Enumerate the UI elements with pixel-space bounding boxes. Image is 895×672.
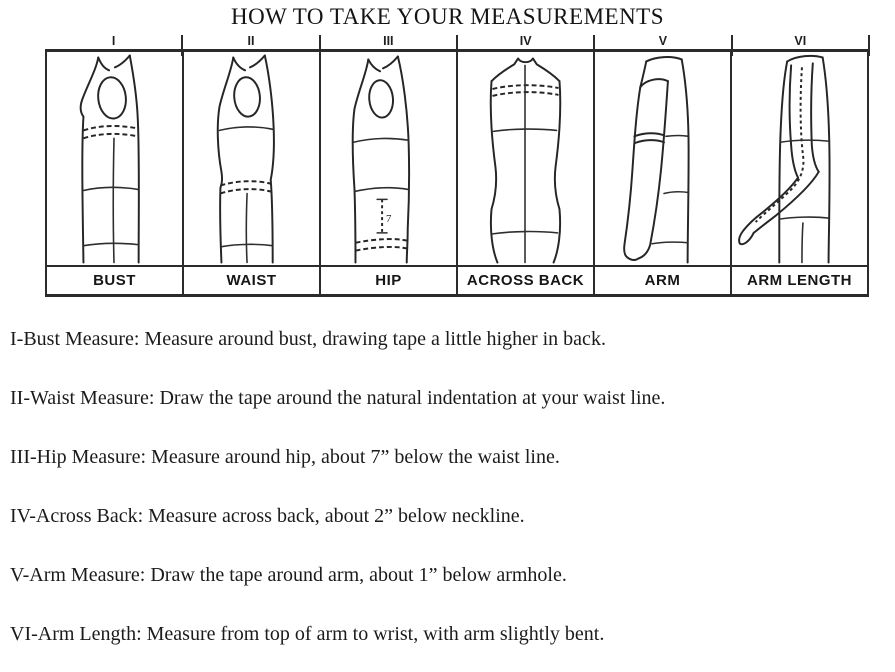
instruction-arm: V-Arm Measure: Draw the tape around arm, about 1” below armhole. bbox=[10, 564, 567, 586]
instruction-bust: I-Bust Measure: Measure around bust, drawing tape a little higher in back. bbox=[10, 328, 606, 350]
instruction-hip: III-Hip Measure: Measure around hip, about 7” below the waist line. bbox=[10, 446, 560, 468]
label-across-back: ACROSS BACK bbox=[456, 267, 593, 294]
figure-panel-hip bbox=[319, 52, 456, 265]
ruler-cell-waist bbox=[182, 32, 319, 49]
arm-length-figure-icon bbox=[732, 52, 867, 265]
arm-tape-band bbox=[634, 133, 664, 143]
hip-distance-annotation: 7 bbox=[386, 213, 392, 226]
label-arm: ARM bbox=[593, 267, 730, 294]
numeral-label: VI bbox=[794, 34, 807, 48]
ruler-cell-arm bbox=[594, 32, 731, 49]
armhole-outline bbox=[96, 76, 128, 120]
figure-panel-arm-length bbox=[730, 52, 867, 265]
instruction-across-back: IV-Across Back: Measure across back, about 2” below neckline. bbox=[10, 505, 525, 527]
arm-measurement-figure-icon bbox=[595, 52, 730, 265]
numeral-ruler bbox=[45, 32, 869, 52]
hip-tape-band bbox=[355, 239, 407, 251]
label-hip: HIP bbox=[319, 267, 456, 294]
bust-tape-band bbox=[83, 126, 137, 138]
armhole-outline bbox=[233, 76, 262, 117]
hip-measurement-figure-icon bbox=[321, 52, 456, 265]
instruction-list bbox=[10, 328, 895, 646]
instruction-waist: II-Waist Measure: Draw the tape around the natural indentation at your waist line. bbox=[10, 387, 666, 409]
figure-panel-bust bbox=[47, 52, 182, 265]
numeral-label: I bbox=[111, 34, 116, 48]
armhole-outline bbox=[368, 79, 395, 118]
instruction-arm-length: VI-Arm Length: Measure from top of arm to wrist, with arm slightly bent. bbox=[10, 623, 605, 645]
label-bust: BUST bbox=[93, 272, 136, 289]
figure-row bbox=[45, 52, 869, 265]
numeral-label: III bbox=[383, 34, 394, 48]
numeral-label: II bbox=[247, 34, 255, 48]
bust-measurement-figure-icon bbox=[47, 52, 182, 265]
label-row bbox=[45, 265, 869, 297]
ruler-cell-arm-length bbox=[732, 32, 869, 49]
figure-panel-arm bbox=[593, 52, 730, 265]
figure-panel-waist bbox=[182, 52, 319, 265]
numeral-label: V bbox=[658, 34, 668, 48]
waist-measurement-figure-icon bbox=[184, 52, 319, 265]
ruler-cell-bust bbox=[45, 32, 182, 49]
label-arm-length: ARM LENGTH bbox=[730, 267, 867, 294]
ruler-tick bbox=[868, 35, 870, 56]
page-title: HOW TO TAKE YOUR MEASUREMENTS bbox=[230, 4, 665, 29]
numeral-label: IV bbox=[519, 34, 532, 48]
measurement-diagram-strip bbox=[45, 32, 869, 297]
label-waist: WAIST bbox=[182, 267, 319, 294]
across-back-figure-icon bbox=[458, 52, 593, 265]
figure-panel-across-back bbox=[456, 52, 593, 265]
ruler-cell-across-back bbox=[457, 32, 594, 49]
waist-tape-band bbox=[220, 181, 270, 193]
ruler-cell-hip bbox=[320, 32, 457, 49]
